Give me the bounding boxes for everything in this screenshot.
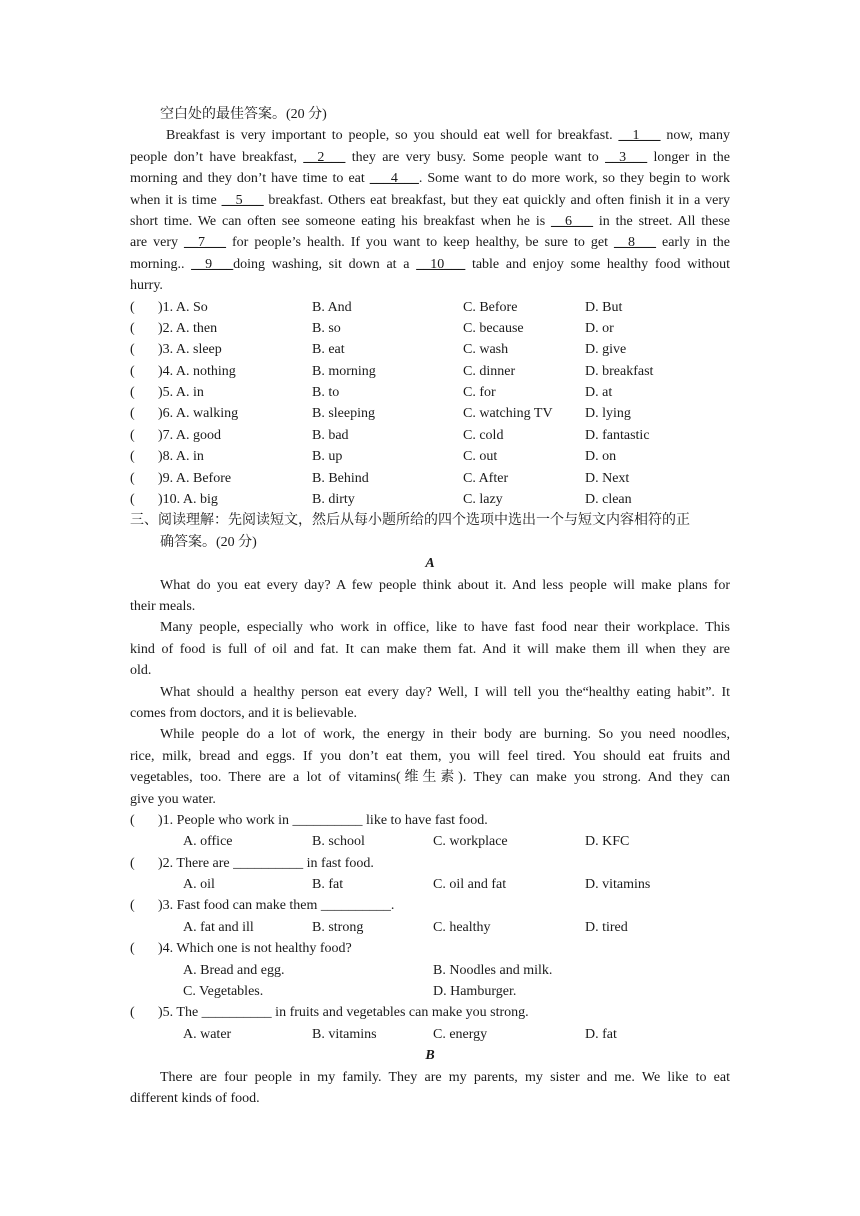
passage-line: give you water. [130,791,216,807]
passage-a-title: A [425,556,435,572]
reading-question-3: ( )3. Fast food can make them __________. [130,895,730,916]
answer-paren[interactable]: ( [130,363,135,379]
passage-line: What should a healthy person eat every day? Well, I will tell you the“healthy eating habit”. It [160,684,730,700]
cloze-question-7: ( )7. A. good B. bad C. cold D. fantastic [130,425,730,446]
passage-line: kind of food is full of oil and fat. It can make them fat. And it will make them ill when they are [130,641,730,657]
cloze-line: morning.. __9___doing washing, sit down at a __10___ table and enjoy some healthy food without [130,256,730,272]
cloze-question-3: ( )3. A. sleep B. eat C. wash D. give [130,339,730,360]
blank-2: __2___ [303,149,346,165]
reading-options-3: A. fat and ill B. strong C. healthy D. tired [183,919,628,935]
passage-line: old. [130,663,152,679]
answer-paren[interactable]: ( [130,492,135,508]
answer-paren[interactable]: ( [130,427,135,443]
section3-instruction-cont: 确答案。(20 分) [160,534,257,550]
cloze-line: when it is time __5___ breakfast. Others eat breakfast, but they eat quickly and often finish it in a very [130,192,730,208]
answer-paren[interactable]: ( [130,299,135,315]
blank-8: __8___ [613,235,656,251]
answer-paren[interactable]: ( [130,941,135,957]
answer-paren[interactable]: ( [130,406,135,422]
cloze-line: hurry. [130,278,163,294]
answer-paren[interactable]: ( [130,1005,135,1021]
cloze-line: morning and they don’t have time to eat ___4___. Some want to do more work, so they begin to work [130,171,730,187]
cloze-line: Breakfast is very important to people, so you should eat well for breakfast. __1___ now, many [166,128,730,144]
cloze-question-4: ( )4. A. nothing B. morning C. dinner D. breakfast [130,361,730,382]
exam-page [130,104,730,1109]
reading-question-4: ( )4. Which one is not healthy food? [130,938,730,959]
cloze-question-8: ( )8. A. in B. up C. out D. on [130,446,730,467]
answer-paren[interactable]: ( [130,385,135,401]
answer-paren[interactable]: ( [130,470,135,486]
answer-paren[interactable]: ( [130,320,135,336]
blank-6: __6___ [551,213,594,229]
blank-4: ___4___ [369,171,419,187]
passage-line: There are four people in my family. They are my parents, my sister and me. We like to eat [160,1069,730,1085]
cloze-question-1: ( )1. A. So B. And C. Before D. But [130,297,730,318]
reading-options-2: A. oil B. fat C. oil and fat D. vitamins [183,877,651,893]
reading-question-1: ( )1. People who work in __________ like to have fast food. [130,810,730,831]
blank-1: __1___ [618,128,661,144]
passage-a [130,575,730,810]
answer-paren[interactable]: ( [130,449,135,465]
reading-options-5: A. water B. vitamins C. energy D. fat [183,1026,617,1042]
passage-line: While people do a lot of work, the energy in their body are burning. So you need noodles, [160,727,730,743]
cloze-passage [130,125,730,296]
passage-line: different kinds of food. [130,1090,260,1106]
cloze-line: people don’t have breakfast, __2___ they are very busy. Some people want to __3___ longer in the [130,149,730,165]
passage-b-title: B [425,1048,435,1064]
section3-instruction: 三、阅读理解：先阅读短文，然后从每小题所给的四个选项中选出一个与短文内容相符的正 [130,513,690,529]
answer-paren[interactable]: ( [130,898,135,914]
passage-line: vegetables, too. There are a lot of vitamins(维生素). They can make you strong. And they can [130,770,730,786]
cloze-question-6: ( )6. A. walking B. sleeping C. watching TV D. lying [130,403,730,424]
cloze-question-9: ( )9. A. Before B. Behind C. After D. Next [130,468,730,489]
blank-7: __7___ [183,235,226,251]
reading-question-5: ( )5. The __________ in fruits and vegetables can make you strong. [130,1002,730,1023]
passage-line: comes from doctors, and it is believable. [130,705,358,721]
cloze-question-2: ( )2. A. then B. so C. because D. or [130,318,730,339]
cloze-question-5: ( )5. A. in B. to C. for D. at [130,382,730,403]
passage-line: What do you eat every day? A few people think about it. And less people will make plans for [160,577,730,593]
passage-line: rice, milk, bread and eggs. If you don’t eat them, you will feel tired. You should eat fruits and [130,748,730,764]
passage-line: Many people, especially who work in office, like to have fast food near their workplace. This [160,620,730,636]
reading-options-4a: A. Bread and egg. B. Noodles and milk. [183,962,553,978]
reading-options-4b: C. Vegetables. D. Hamburger. [183,984,517,1000]
cloze-line: short time. We can often see someone eating his breakfast when he is __6___ in the street. All these [130,213,730,229]
blank-5: __5___ [221,192,264,208]
cloze-line: are very __7___ for people’s health. If you want to keep healthy, be sure to get __8___ early in the [130,235,730,251]
cloze-questions [130,297,730,511]
answer-paren[interactable]: ( [130,855,135,871]
cloze-question-10: ( )10. A. big B. dirty C. lazy D. clean [130,489,730,510]
section2-instruction-tail: 空白处的最佳答案。(20 分) [160,107,327,122]
answer-paren[interactable]: ( [130,342,135,358]
reading-questions [130,810,730,1045]
blank-9: __9___ [191,256,234,272]
passage-line: their meals. [130,598,196,614]
blank-3: __3___ [605,149,648,165]
reading-options-1: A. office B. school C. workplace D. KFC [183,834,630,850]
blank-10: __10___ [416,256,466,272]
answer-paren[interactable]: ( [130,812,135,828]
reading-question-2: ( )2. There are __________ in fast food. [130,853,730,874]
passage-b [130,1067,730,1110]
